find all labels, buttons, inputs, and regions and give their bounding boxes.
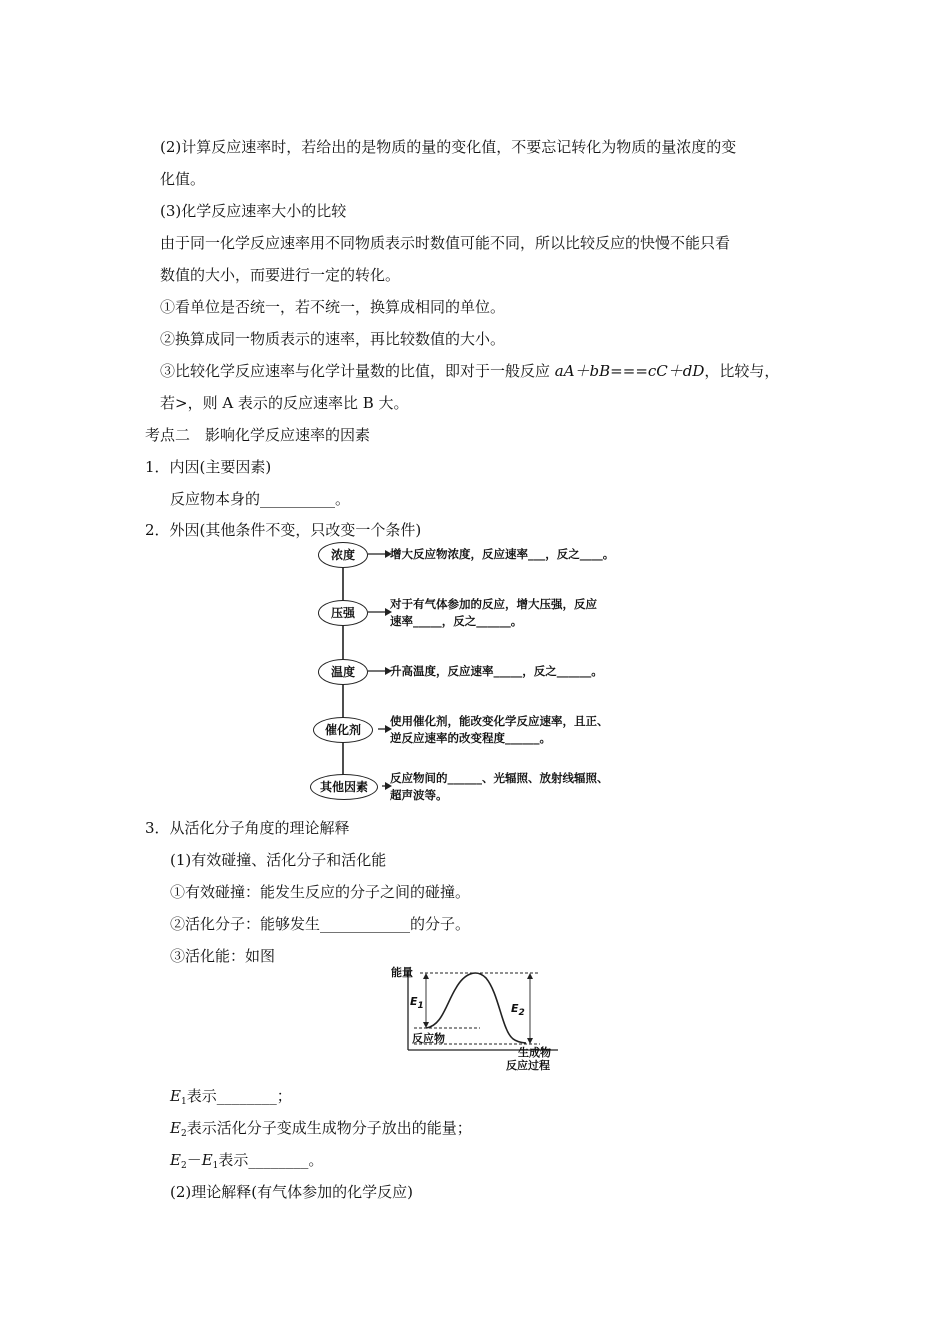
compare-item-1: ①看单位是否统一，若不统一，换算成相同的单位。 [160,298,506,316]
external-factors-diagram [310,540,650,810]
factor-oval-pressure: 压强 [318,600,368,626]
theory-item-1: ①有效碰撞：能发生反应的分子之间的碰撞。 [170,883,471,901]
section-title: 考点二 影响化学反应速率的因素 [145,426,371,444]
general-reaction-equation: aA＋bB===cC＋dD [554,362,705,380]
compare-item-2: ②换算成同一物质表示的速率，再比较数值的大小。 [160,330,506,348]
theory-sub-2: (2)理论解释(有气体参加的化学反应) [170,1183,413,1201]
e1-label: $E_1$ [410,995,424,1011]
e1-meaning: $E_1$表示________； [170,1087,292,1107]
factor-text-pressure-2: 速率_____，反之______。 [390,614,523,628]
note-3-line1: 由于同一化学反应速率用不同物质表示时数值可能不同，所以比较反应的快慢不能只看 [160,234,731,252]
factor-text-concentration: 增大反应物浓度，反应速率___，反之____。 [390,547,615,561]
compare-item-3-suffix: ，比较与， [704,362,780,380]
note-2-line1: (2)计算反应速率时，若给出的是物质的量的变化值，不要忘记转化为物质的量浓度的变 [160,138,737,156]
factor-text-catalyst-2: 逆反应速率的改变程度______。 [390,731,551,745]
compare-item-3-line2: 若>，则 A 表示的反应速率比 B 大。 [160,394,409,412]
note-2-line2: 化值。 [160,170,206,188]
factor-oval-other: 其他因素 [310,774,378,800]
theory-sub-1: (1)有效碰撞、活化分子和活化能 [170,851,387,869]
factor-text-pressure-1: 对于有气体参加的反应，增大压强，反应 [390,597,597,611]
note-3-line2: 数值的大小，而要进行一定的转化。 [160,266,401,284]
factor-oval-temperature: 温度 [318,659,368,685]
product-label: 生成物 [518,1046,551,1059]
e2-meaning: $E_2$表示活化分子变成生成物分子放出的能量； [170,1119,472,1139]
theory-item-2: ②活化分子：能够发生____________的分子。 [170,915,471,933]
activation-energy-diagram [380,962,570,1074]
external-factor-title: 2．外因(其他条件不变，只改变一个条件) [145,521,422,539]
internal-factor-text: 反应物本身的__________。 [170,490,351,508]
factor-text-other-1: 反应物间的______、光辐照、放射线辐照、 [390,771,609,785]
internal-factor-title: 1．内因(主要因素) [145,458,272,476]
factor-text-temperature: 升高温度，反应速率_____，反之______。 [390,664,603,678]
factor-oval-catalyst: 催化剂 [313,717,373,743]
factor-text-catalyst-1: 使用催化剂，能改变化学反应速率，且正、 [390,714,609,728]
energy-axis-label: 能量 [391,966,413,979]
note-3-title: (3)化学反应速率大小的比较 [160,202,347,220]
reactant-label: 反应物 [412,1032,445,1045]
factor-text-other-2: 超声波等。 [390,788,448,802]
e2-label: $E_2$ [511,1002,525,1018]
factor-oval-concentration: 浓度 [318,542,368,568]
e2-minus-e1-meaning: $E_2-E_1$表示________。 [170,1151,324,1171]
compare-item-3 [160,361,779,381]
theory-item-3: ③活化能：如图 [170,947,276,965]
theory-title: 3．从活化分子角度的理论解释 [145,819,350,837]
compare-item-3-prefix: ③比较化学反应速率与化学计量数的比值，即对于一般反应 [160,362,555,380]
reaction-process-label: 反应过程 [506,1059,550,1072]
